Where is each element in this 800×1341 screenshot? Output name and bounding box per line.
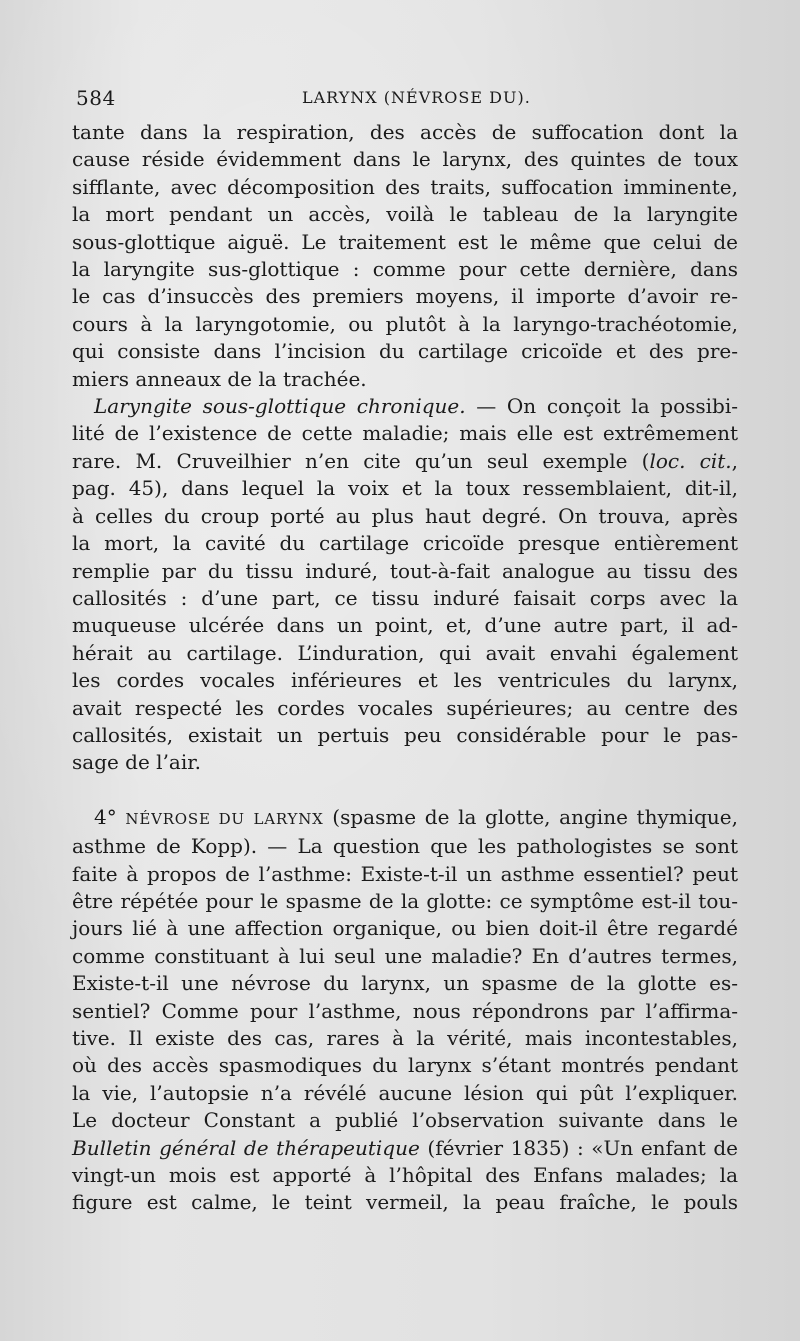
text-line: les cordes vocales inférieures et les ventricules du larynx, — [72, 668, 738, 693]
text-line: sentiel? Comme pour l’asthme, nous répondrons par l’affirma- — [72, 998, 738, 1023]
text-line: jours lié à une affection organique, ou bien doit-il être regardé — [72, 916, 738, 941]
section-nevrose-du-larynx — [72, 804, 738, 1217]
text-line: muqueuse ulcérée dans un point, et, d’une autre part, il ad- — [72, 613, 738, 638]
section-number: 4° — [94, 804, 117, 829]
body-text — [72, 119, 738, 1217]
text-line: qui consiste dans l’incision du cartilage cricoïde et des pre- — [72, 339, 738, 364]
text-line: cause réside évidemment dans le larynx, des quintes de toux — [72, 147, 738, 172]
paragraph-laryngite-aigue — [72, 119, 738, 393]
text-line: faite à propos de l’asthme: Existe-t-il un asthme essentiel? peut — [72, 861, 738, 886]
text-line: le cas d’insuccès des premiers moyens, il importe d’avoir re- — [72, 284, 738, 309]
section-title: NÉVROSE DU — [125, 809, 245, 828]
text-line: asthme de Kopp). — La question que les pathologistes se sont — [72, 834, 738, 859]
text-line: la vie, l’autopsie n’a révélé aucune lésion qui pût l’expliquer. — [72, 1080, 738, 1105]
text-line: où des accès spasmodiques du larynx s’étant montrés pendant — [72, 1053, 738, 1078]
text-line: miers anneaux de la trachée. — [72, 366, 367, 391]
text-line: comme constituant à lui seul une maladie? En d’autres termes, — [72, 943, 738, 968]
text-line — [72, 1135, 738, 1162]
text-line: pag. 45), dans lequel la voix et la toux ressemblaient, dit-il, — [72, 476, 738, 501]
text-span: (spasme de la glotte, angine thymique, — [323, 804, 739, 829]
text-line — [72, 804, 738, 833]
section-spacer — [72, 777, 738, 804]
text-line: la mort, la cavité du cartilage cricoïde presque entièrement — [72, 531, 738, 556]
text-line: lité de l’existence de cette maladie; mais elle est extrêmement — [72, 421, 738, 446]
journal-title: Bulletin général de thérapeutique — [72, 1135, 420, 1160]
text-line: Existe-t-il une névrose du larynx, un spasme de la glotte es- — [72, 971, 738, 996]
page-number: 584 — [76, 86, 116, 110]
text-line: callosités, existait un pertuis peu considérable pour le pas- — [72, 722, 738, 747]
text-line: sous-glottique aiguë. Le traitement est le même que celui de — [72, 229, 738, 254]
section-title: LARYNX — [253, 809, 324, 828]
text-line: callosités : d’une part, ce tissu induré faisait corps avec la — [72, 585, 738, 610]
text-line: être répétée pour le spasme de la glotte: ce symptôme est-il tou- — [72, 888, 738, 913]
text-line: hérait au cartilage. L’induration, qui avait envahi également — [72, 640, 738, 665]
text-line: sifflante, avec décomposition des traits, suffocation imminente, — [72, 174, 738, 199]
text-line — [72, 393, 738, 420]
text-span: rare. M. Cruveilhier n’en cite qu’un seul exemple ( — [72, 448, 650, 473]
subsection-title: Laryngite sous-glottique chronique. — [94, 394, 466, 419]
text-line: à celles du croup porté au plus haut degré. On trouva, après — [72, 503, 738, 528]
text-line: tive. Il existe des cas, rares à la vérité, mais incontestables, — [72, 1026, 738, 1050]
text-line: cours à la laryngotomie, ou plutôt à la laryngo-trachéotomie, — [72, 311, 738, 336]
text-line: vingt-un mois est apporté à l’hôpital des Enfans malades; la — [72, 1163, 738, 1188]
text-line: avait respecté les cordes vocales supérieures; au centre des — [72, 695, 738, 720]
running-head: LARYNX (NÉVROSE DU). — [302, 88, 531, 107]
text-line: sage de l’air. — [72, 750, 201, 775]
text-line: Le docteur Constant a publié l’observation suivante dans le — [72, 1108, 738, 1133]
text-line: figure est calme, le teint vermeil, la peau fraîche, le pouls — [72, 1190, 738, 1215]
paragraph-laryngite-chronique — [72, 393, 738, 777]
text-line: tante dans la respiration, des accès de suffocation dont la — [72, 120, 738, 144]
text-span: (février 1835) : «Un enfant de — [419, 1135, 738, 1160]
text-line: la laryngite sus-glottique : comme pour cette dernière, dans — [72, 257, 738, 282]
text-line: remplie par du tissu induré, tout-à-fait analogue au tissu des — [72, 558, 738, 583]
page-header — [76, 86, 736, 116]
text-span: , — [731, 448, 738, 473]
text-span: — On conçoit la possibi- — [465, 394, 738, 419]
text-line — [72, 448, 738, 475]
text-line: la mort pendant un accès, voilà le tableau de la laryngite — [72, 202, 738, 227]
citation-reference: loc. cit. — [649, 448, 732, 473]
